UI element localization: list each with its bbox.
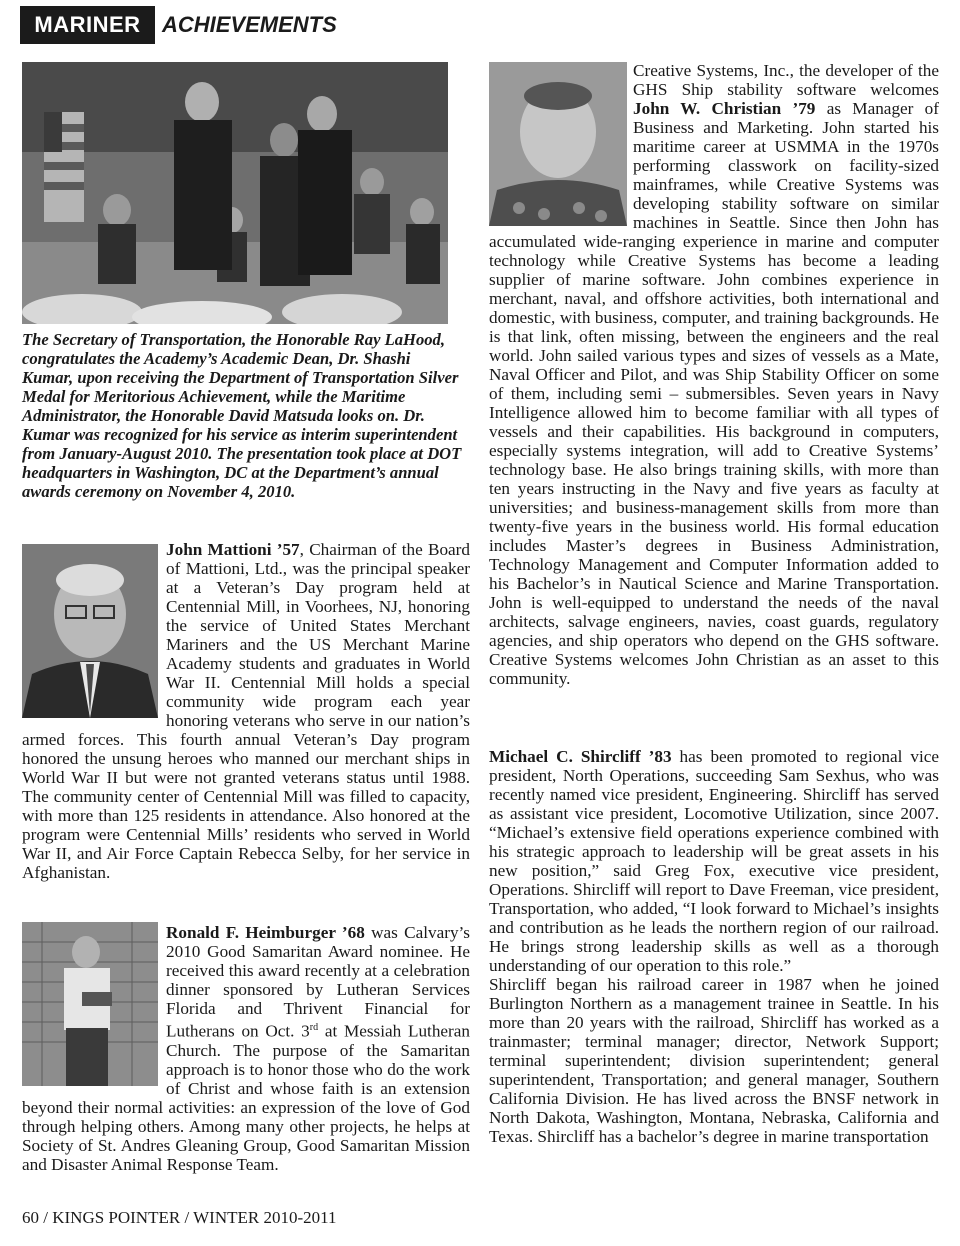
christian-article — [489, 61, 939, 688]
heimburger-sup: rd — [309, 1022, 319, 1033]
photo-caption — [22, 330, 462, 501]
heimburger-article — [22, 923, 470, 1174]
christian-body-b: as Manager of Business and Marketing. John started his maritime career at USMMA in the 1970s performing classwork on facility-sized mainframes, while Creative Systems was developing stability software on similar machines in Seattle. Since then John has accumulated wide-ranging experience in marine and computer technology while Creative Systems has become a leading supplier of marine software. John combines experience in merchant, naval, and offshore activities, both international and domestic, with business, computer, and training backgrounds. He is that link, often missing, between the engineers and the real world. John sailed various types and sizes of vessels as a Mate, Naval Officer and Pilot, and was Ship Stability Officer on some of them, including semi – submersibles. Seven years in Navy Intelligence allowed him to become familiar with all types of vessels and their capabilities. His background in computers, especially systems integration, will add to Creative Systems’ technology base. He also brings training skills, with more than ten years instructing in the Navy and five years as faculty at universities; and business-management skills from more than twenty-five years in the business world. His formal education includes Master’s degrees in Business Administration, Technology Management and Computer Information added to his Bachelor’s in Nautical Science and Marine Transportation. John is well-equipped to understand the needs of the naval architects, salvage engineers, navies, coast guards, regulatory agencies, and ship operators who depend on the GHS software. Creative Systems welcomes John Christian as an asset to this community. — [489, 99, 939, 688]
shircliff-body: has been promoted to regional vice president, North Operations, succeeding Sam Sexhus, who was recently named vice president, Engineering. Shircliff has served as assistant vice president, Locomotive Utilization, since 2007. “Michael’s extensive field operations experience combined with his strategic approach to leadership will be great assets in his new position,” said Greg Fox, executive vice president, Operations. Shircliff will report to Dave Freeman, vice president, Transportation, who added, “I look forward to Michael’s insights and contribution as he leads the northern region of our railroad. He brings strong leadership skills as well as a thorough understanding of our operation to this role.” — [489, 747, 939, 975]
christian-body-a: Creative Systems, Inc., the developer of the GHS Ship stability software welcomes — [633, 61, 939, 99]
heimburger-body-a: was Calvary’s 2010 Good Samaritan Award nominee. He received this award recently at a celebration dinner sponsored by Lutheran Services Florida and Thrivent Financial for Lutherans on Oct. 3 — [166, 923, 471, 1041]
section-title: ACHIEVEMENTS — [162, 12, 337, 37]
shircliff-body-2: Shircliff began his railroad career in 1987 when he joined Burlington Northern as a management trainee in Seattle. In his more than 20 years with the railroad, Shircliff has worked as a trainmaster; terminal manager; director, Network Support; terminal superintendent; division superintendent; general superintendent, Transportation; and general manager, Southern California Division. He has lived across the BNSF network in North Dakota, Washington, Montana, Nebraska, California and Texas. Shircliff has a bachelor’s degree in marine transportation — [489, 975, 939, 1146]
section-tag: MARINER — [20, 6, 155, 44]
mattioni-body: , Chairman of the Board of Mattioni, Ltd., was the principal speaker at a Veteran’s Day program held at Centennial Mill, in Voorhees, NJ, honoring the service of United States Merchant Mariners and the US Merchant Marine Academy students and graduates in World War II. Centennial Mill holds a special community wide program each year honoring veterans who serve in our nation’s armed forces. This fourth annual Veteran’s Day program honored the unsung heroes who manned our merchant ships in World War II but were not granted veterans status until 1988. The community center of Centennial Mill was filled to capacity, with more than 125 residents in attendance. Also honored at the program were Centennial Mills’ residents who served in World War II, and Air Force Captain Rebecca Selby, for her service in Afghanistan. — [22, 540, 470, 882]
heimburger-name: Ronald F. Heimburger ’68 — [166, 923, 365, 942]
christian-name: John W. Christian ’79 — [633, 99, 816, 118]
shircliff-article — [489, 747, 939, 1146]
caption-text: The Secretary of Transportation, the Honorable Ray LaHood, congratulates the Academy’s Academic Dean, Dr. Shashi Kumar, upon receiving the Department of Transportation Silver Medal for Meritorious Achievement, while the Maritime Administrator, the Honorable David Matsuda looks on. Dr. Kumar was recognized for his service as interim superintendent from January-August 2010. The presentation took place at DOT headquarters in Washington, DC at the Department’s annual awards ceremony on November 4, 2010. — [22, 330, 462, 501]
award-ceremony-photo — [22, 62, 448, 324]
mattioni-name: John Mattioni ’57 — [166, 540, 300, 559]
heimburger-body-b: at Messiah Lutheran Church. The purpose of the Samaritan approach is to honor those who do the work of Christ and whose faith is an extension beyond their normal activities: an expression of the love of God through helping others. Among many other projects, he helps at Society of St. Andres Gleaning Group, Good Samaritan Mission and Disaster Animal Response Team. — [22, 1021, 470, 1174]
shircliff-name: Michael C. Shircliff ’83 — [489, 747, 672, 766]
mattioni-article — [22, 540, 470, 882]
page-footer: 60 / KINGS POINTER / WINTER 2010-2011 — [22, 1208, 337, 1227]
